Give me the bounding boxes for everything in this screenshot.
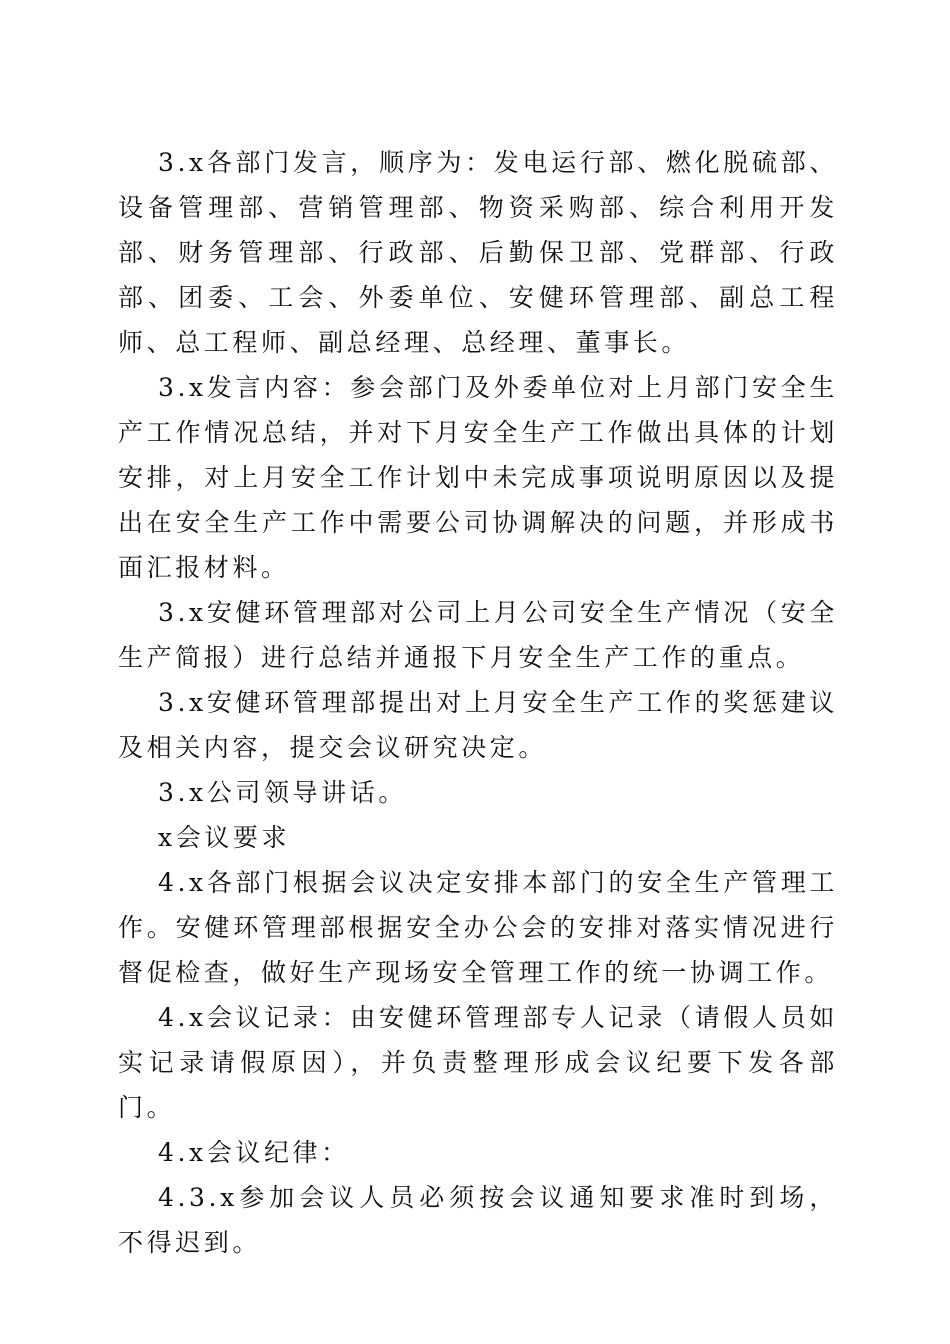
document-body [118, 140, 838, 1265]
paragraph-speaking-content: 3.x发言内容：参会部门及外委单位对上月部门安全生产工作情况总结，并对下月安全生产工作做出具体的计划安排，对上月安全工作计划中未完成事项说明原因以及提出在安全生产工作中需要公司协调解决的问题，并形成书面汇报材料。 [118, 373, 838, 582]
paragraph-department-arrangement: 4.x各部门根据会议决定安排本部门的安全生产管理工作。安健环管理部根据安全办公会的安排对落实情况进行督促检查，做好生产现场安全管理工作的统一协调工作。 [118, 868, 838, 987]
paragraph-meeting-record: 4.x会议记录：由安健环管理部专人记录（请假人员如实记录请假原因），并负责整理形成会议纪要下发各部门。 [118, 1003, 838, 1122]
section-heading-meeting-requirements: x会议要求 [158, 823, 291, 852]
paragraph-safety-summary: 3.x安健环管理部对公司上月公司安全生产情况（安全生产简报）进行总结并通报下月安全生产工作的重点。 [118, 598, 838, 672]
paragraph-meeting-discipline: 4.x会议纪律： [158, 1138, 350, 1167]
paragraph-rewards-proposal: 3.x安健环管理部提出对上月安全生产工作的奖惩建议及相关内容，提交会议研究决定。 [118, 688, 838, 762]
paragraph-speaking-order: 3.x各部门发言，顺序为：发电运行部、燃化脱硫部、设备管理部、营销管理部、物资采购部、综合利用开发部、财务管理部、行政部、后勤保卫部、党群部、行政部、团委、工会、外委单位、安健环管理部、副总工程师、总工程师、副总经理、总经理、董事长。 [118, 148, 838, 357]
paragraph-leader-speech: 3.x公司领导讲话。 [158, 778, 407, 807]
paragraph-attendance-rule: 4.3.x参加会议人员必须按会议通知要求准时到场，不得迟到。 [118, 1183, 838, 1257]
